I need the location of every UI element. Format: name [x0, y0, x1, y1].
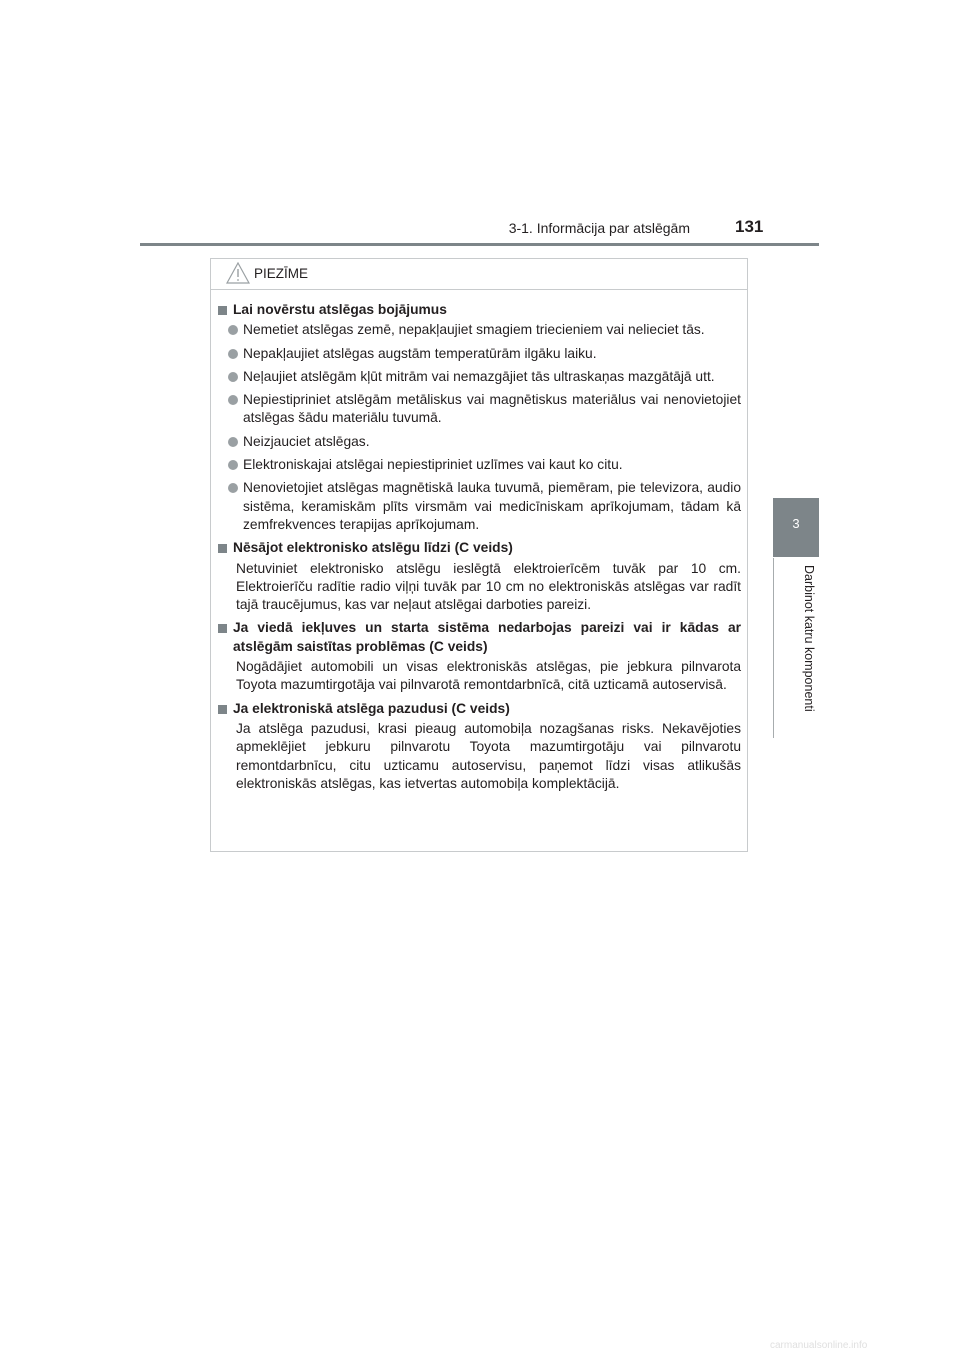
section-heading-text: Lai novērstu atslēgas bojājumus	[233, 302, 447, 317]
section-heading-text: Nēsājot elektronisko atslēgu līdzi (C veids)	[233, 540, 513, 556]
list-item-text: Nepakļaujiet atslēgas augstām temperatūrām ilgāku laiku.	[243, 345, 597, 361]
round-bullet-icon	[228, 483, 238, 493]
list-item	[228, 456, 741, 474]
list-item-text: Neļaujiet atslēgām kļūt mitrām vai nemazgājiet tās ultraskaņas mazgātājā utt.	[243, 368, 715, 384]
list-item	[228, 345, 741, 363]
chapter-tab	[773, 498, 819, 557]
square-bullet-icon	[218, 624, 227, 633]
round-bullet-icon	[228, 349, 238, 359]
notice-box	[210, 258, 748, 852]
warning-triangle-icon	[226, 262, 250, 284]
list-item-text: Nenovietojiet atslēgas magnētiskā lauka tuvumā, piemēram, pie televizora, audio sistēma, keramiskām plīts virsmām vai medicīniskam aprīkojumam, tādam kā zemfrekvences terapijas aprīkojumam.	[243, 480, 741, 532]
section-carrying-key	[218, 539, 741, 614]
page-number: 131	[735, 217, 764, 236]
round-bullet-icon	[228, 325, 238, 335]
chapter-number: 3	[792, 516, 800, 531]
section-paragraph: Ja atslēga pazudusi, krasi pieaug automobiļa nozagšanas risks. Nekavējoties apmeklējiet jebkuru pilnvarotu Toyota mazumtirgotāju vai pilnvarotu remontdarbnīcu, citu uzticamu autoservisu, paņemot līdzi visas atlikušās elektroniskās atslēgas, kas ietvertas automobiļa komplektācijā.	[236, 720, 741, 791]
list-item	[228, 391, 741, 428]
list-item-text: Nemetiet atslēgas zemē, nepakļaujiet smagiem triecieniem vai nelieciet tās.	[243, 322, 705, 338]
watermark: carmanualsonline.info	[770, 1340, 868, 1351]
section-lost-key	[218, 700, 741, 793]
chapter-label: Darbinot katru komponenti	[802, 565, 816, 712]
round-bullet-icon	[228, 460, 238, 470]
section-heading	[218, 301, 741, 319]
square-bullet-icon	[218, 306, 227, 315]
round-bullet-icon	[228, 437, 238, 447]
section-heading-text: Ja elektroniskā atslēga pazudusi (C veids)	[233, 700, 510, 716]
section-title: 3-1. Informācija par atslēgām	[508, 220, 690, 236]
section-heading	[218, 539, 741, 557]
list-item-text: Elektroniskajai atslēgai nepiestipriniet uzlīmes vai kaut ko citu.	[243, 457, 623, 473]
section-paragraph: Nogādājiet automobili un visas elektroniskās atslēgas, pie jebkura pilnvarota Toyota mazumtirgotāja vai pilnvarotā remontdarbnīcā, citā uzticamā autoservisā.	[236, 659, 741, 693]
section-paragraph: Netuviniet elektronisko atslēgu ieslēgtā elektroierīcēm tuvāk par 10 cm. Elektroierīču radītie radio viļņi tuvāk par 10 cm no elektroniskās atslēgas var radīt tajā traucējumus, kas var neļaut atslēgai darboties pareizi.	[236, 560, 741, 613]
notice-body	[211, 290, 747, 793]
round-bullet-icon	[228, 395, 238, 405]
section-key-damage	[218, 301, 741, 534]
square-bullet-icon	[218, 544, 227, 553]
list-item	[228, 321, 741, 339]
list-item-text: Nepiestipriniet atslēgām metāliskus vai magnētiskus materiālus vai nenovietojiet atslēgas šādu materiālu tuvumā.	[243, 392, 741, 426]
notice-header	[211, 259, 747, 290]
round-bullet-icon	[228, 372, 238, 382]
list-item	[228, 368, 741, 386]
list-item	[228, 433, 741, 451]
section-heading	[218, 619, 741, 656]
section-heading-text: Ja viedā iekļuves un starta sistēma nedarbojas pareizi vai ir kādas ar atslēgām saistītas problēmas (C veids)	[233, 620, 741, 654]
section-heading	[218, 700, 741, 718]
section-smart-entry-problem	[218, 619, 741, 694]
square-bullet-icon	[218, 705, 227, 714]
header-divider	[140, 243, 819, 246]
list-item	[228, 479, 741, 534]
notice-label: PIEZĪME	[254, 266, 309, 281]
list-item-text: Neizjauciet atslēgas.	[243, 433, 370, 449]
